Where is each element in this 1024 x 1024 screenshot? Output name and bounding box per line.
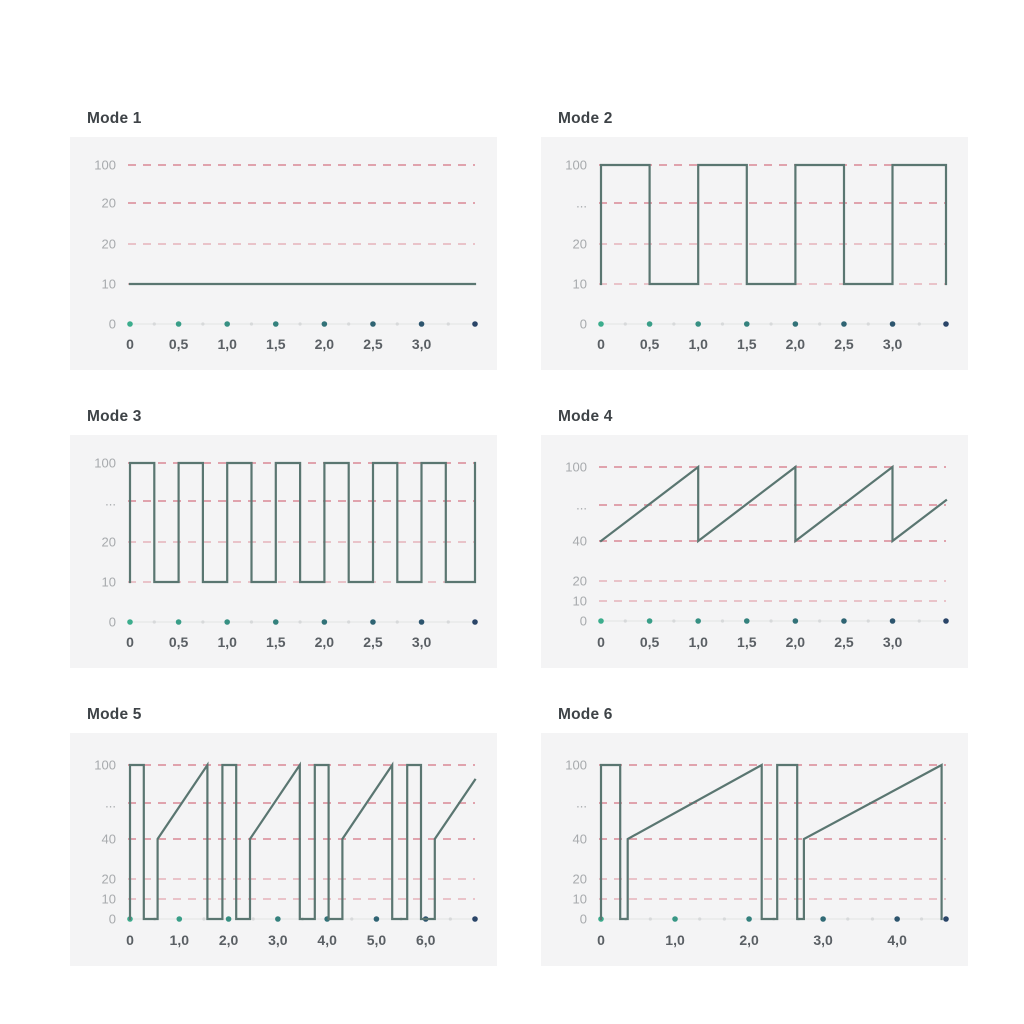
minor-tick-dot [846, 917, 849, 920]
major-tick-dot [695, 618, 701, 624]
major-tick-dot [176, 619, 182, 625]
minor-tick-dot [867, 619, 870, 622]
y-axis-label: 100 [565, 157, 587, 173]
x-axis-label: 2,5 [834, 336, 854, 352]
x-axis-label: 0 [597, 336, 605, 352]
x-axis-label: 3,0 [411, 336, 432, 352]
x-axis-label: 3,0 [411, 634, 432, 650]
major-tick-dot [472, 619, 478, 625]
major-tick-dot [370, 619, 376, 625]
chart-title: Mode 5 [87, 706, 142, 723]
minor-tick-dot [298, 620, 301, 623]
minor-tick-dot [250, 322, 253, 325]
x-axis-label: 0 [126, 336, 134, 352]
minor-tick-dot [867, 322, 870, 325]
major-tick-dot [275, 916, 281, 922]
chart-title: Mode 6 [558, 706, 613, 723]
minor-tick-dot [447, 620, 450, 623]
chart-mode-3 [70, 408, 497, 668]
major-tick-dot [370, 321, 376, 327]
x-axis-label: 5,0 [366, 932, 387, 948]
x-axis-label: 0 [597, 932, 605, 948]
chart-title: Mode 3 [87, 408, 142, 425]
y-axis-label: 0 [108, 316, 116, 332]
x-axis-label: 2,5 [834, 634, 854, 650]
x-axis-label: 0 [126, 932, 134, 948]
x-axis-label: 1,0 [688, 634, 708, 650]
x-axis-label: 1,5 [737, 634, 757, 650]
y-axis-label: 100 [94, 455, 116, 471]
x-axis-label: 1,0 [688, 336, 708, 352]
major-tick-dot [127, 619, 133, 625]
mode-3-plot [70, 435, 497, 668]
minor-tick-dot [723, 917, 726, 920]
major-tick-dot [273, 321, 279, 327]
minor-tick-dot [298, 322, 301, 325]
y-axis-label: 0 [579, 613, 587, 629]
chart-title: Mode 2 [558, 110, 613, 127]
x-axis-label: 1,5 [737, 336, 757, 352]
y-axis-label: 20 [101, 534, 116, 550]
x-axis-label: 1,0 [217, 336, 237, 352]
minor-tick-dot [396, 322, 399, 325]
waveform-line [130, 765, 475, 919]
mode-4-plot [541, 435, 968, 668]
minor-tick-dot [347, 620, 350, 623]
major-tick-dot [273, 619, 279, 625]
minor-tick-dot [447, 322, 450, 325]
y-axis-label: 10 [101, 891, 116, 907]
x-axis-label: 2,0 [739, 932, 759, 948]
x-axis-label: 2,0 [785, 634, 806, 650]
chart-panel [541, 733, 968, 966]
minor-tick-dot [672, 322, 675, 325]
major-tick-dot [943, 618, 949, 624]
minor-tick-dot [698, 917, 701, 920]
x-axis-label: 0,5 [639, 634, 660, 650]
major-tick-dot [598, 321, 604, 327]
chart-panel [541, 435, 968, 668]
chart-mode-6 [541, 706, 968, 966]
major-tick-dot [841, 321, 847, 327]
chart-panel [70, 435, 497, 668]
y-axis-label: 0 [579, 316, 587, 332]
minor-tick-dot [201, 322, 204, 325]
major-tick-dot [598, 618, 604, 624]
chart-panel [70, 137, 497, 370]
x-axis-label: 6,0 [415, 932, 436, 948]
x-axis-label: 0 [597, 634, 605, 650]
y-axis-label: 100 [565, 459, 587, 475]
y-axis-label: 20 [101, 871, 116, 887]
chart-mode-4 [541, 408, 968, 668]
major-tick-dot [793, 321, 799, 327]
chart-mode-1 [70, 110, 497, 370]
x-axis-label: 2,0 [314, 336, 335, 352]
chart-panel [70, 733, 497, 966]
x-axis-label: 1,0 [665, 932, 685, 948]
y-axis-label: 100 [94, 157, 116, 173]
major-tick-dot [224, 321, 230, 327]
x-axis-label: 0,5 [168, 634, 189, 650]
minor-tick-dot [769, 322, 772, 325]
major-tick-dot [793, 618, 799, 624]
minor-tick-dot [649, 917, 652, 920]
y-axis-label: 0 [579, 911, 587, 927]
mode-5-plot [70, 733, 497, 966]
x-axis-label: 1,0 [217, 634, 237, 650]
major-tick-dot [672, 916, 678, 922]
x-axis-label: 4,0 [317, 932, 337, 948]
x-axis-label: 3,0 [813, 932, 833, 948]
mode-6-plot [541, 733, 968, 966]
y-axis-label: 20 [572, 871, 587, 887]
waveform-line [130, 463, 475, 582]
minor-tick-dot [871, 917, 874, 920]
y-axis-label: 20 [572, 236, 587, 252]
major-tick-dot [226, 916, 232, 922]
y-axis-label: 10 [572, 593, 587, 609]
waveform-line [601, 165, 946, 284]
y-axis-label: ... [105, 493, 116, 509]
minor-tick-dot [918, 322, 921, 325]
x-axis-label: 2,0 [314, 634, 335, 650]
major-tick-dot [647, 618, 653, 624]
x-axis-label: 3,0 [882, 634, 903, 650]
major-tick-dot [472, 321, 478, 327]
major-tick-dot [127, 321, 133, 327]
y-axis-label: 20 [572, 573, 587, 589]
major-tick-dot [419, 321, 425, 327]
x-axis-label: 3,0 [882, 336, 903, 352]
y-axis-label: ... [576, 195, 587, 211]
major-tick-dot [943, 321, 949, 327]
minor-tick-dot [818, 619, 821, 622]
minor-tick-dot [350, 917, 353, 920]
x-axis-label: 0 [126, 634, 134, 650]
y-axis-label: 10 [101, 574, 116, 590]
major-tick-dot [746, 916, 752, 922]
minor-tick-dot [347, 322, 350, 325]
minor-tick-dot [624, 322, 627, 325]
y-axis-label: 10 [572, 891, 587, 907]
x-axis-label: 0,5 [168, 336, 189, 352]
x-axis-label: 2,5 [363, 634, 383, 650]
y-axis-label: 100 [94, 757, 116, 773]
minor-tick-dot [818, 322, 821, 325]
minor-tick-dot [201, 620, 204, 623]
minor-tick-dot [721, 619, 724, 622]
major-tick-dot [322, 321, 328, 327]
major-tick-dot [894, 916, 900, 922]
y-axis-label: 10 [572, 276, 587, 292]
y-axis-label: 40 [101, 831, 116, 847]
minor-tick-dot [672, 619, 675, 622]
minor-tick-dot [769, 619, 772, 622]
waveform-line [601, 765, 942, 919]
minor-tick-dot [250, 620, 253, 623]
x-axis-label: 2,0 [785, 336, 806, 352]
minor-tick-dot [920, 917, 923, 920]
major-tick-dot [695, 321, 701, 327]
major-tick-dot [841, 618, 847, 624]
major-tick-dot [176, 321, 182, 327]
x-axis-label: 2,5 [363, 336, 383, 352]
y-axis-label: 40 [572, 533, 587, 549]
major-tick-dot [820, 916, 826, 922]
chart-mode-2 [541, 110, 968, 370]
chart-title: Mode 1 [87, 110, 142, 127]
x-axis-label: 1,5 [266, 336, 286, 352]
major-tick-dot [890, 618, 896, 624]
major-tick-dot [890, 321, 896, 327]
y-axis-label: 0 [108, 614, 116, 630]
major-tick-dot [472, 916, 478, 922]
major-tick-dot [744, 321, 750, 327]
chart-title: Mode 4 [558, 408, 613, 425]
major-tick-dot [176, 916, 182, 922]
x-axis-label: 2,0 [218, 932, 239, 948]
mode-1-plot [70, 137, 497, 370]
minor-tick-dot [396, 620, 399, 623]
minor-tick-dot [153, 322, 156, 325]
minor-tick-dot [449, 917, 452, 920]
mode-2-plot [541, 137, 968, 370]
minor-tick-dot [153, 620, 156, 623]
major-tick-dot [419, 619, 425, 625]
major-tick-dot [322, 619, 328, 625]
x-axis-label: 1,5 [266, 634, 286, 650]
y-axis-label: 20 [101, 236, 116, 252]
chart-mode-5 [70, 706, 497, 966]
minor-tick-dot [252, 917, 255, 920]
major-tick-dot [224, 619, 230, 625]
minor-tick-dot [202, 917, 205, 920]
x-axis-label: 1,0 [169, 932, 190, 948]
major-tick-dot [647, 321, 653, 327]
y-axis-label: 0 [108, 911, 116, 927]
major-tick-dot [943, 916, 949, 922]
x-axis-label: 0,5 [639, 336, 660, 352]
y-axis-label: 100 [565, 757, 587, 773]
y-axis-label: 20 [101, 195, 116, 211]
minor-tick-dot [918, 619, 921, 622]
y-axis-label: ... [576, 795, 587, 811]
y-axis-label: ... [105, 795, 116, 811]
minor-tick-dot [624, 619, 627, 622]
major-tick-dot [744, 618, 750, 624]
y-axis-label: ... [576, 497, 587, 513]
major-tick-dot [374, 916, 380, 922]
y-axis-label: 40 [572, 831, 587, 847]
chart-panel [541, 137, 968, 370]
y-axis-label: 10 [101, 276, 116, 292]
minor-tick-dot [721, 322, 724, 325]
x-axis-label: 3,0 [268, 932, 288, 948]
waveform-line [601, 467, 946, 541]
x-axis-label: 4,0 [887, 932, 907, 948]
